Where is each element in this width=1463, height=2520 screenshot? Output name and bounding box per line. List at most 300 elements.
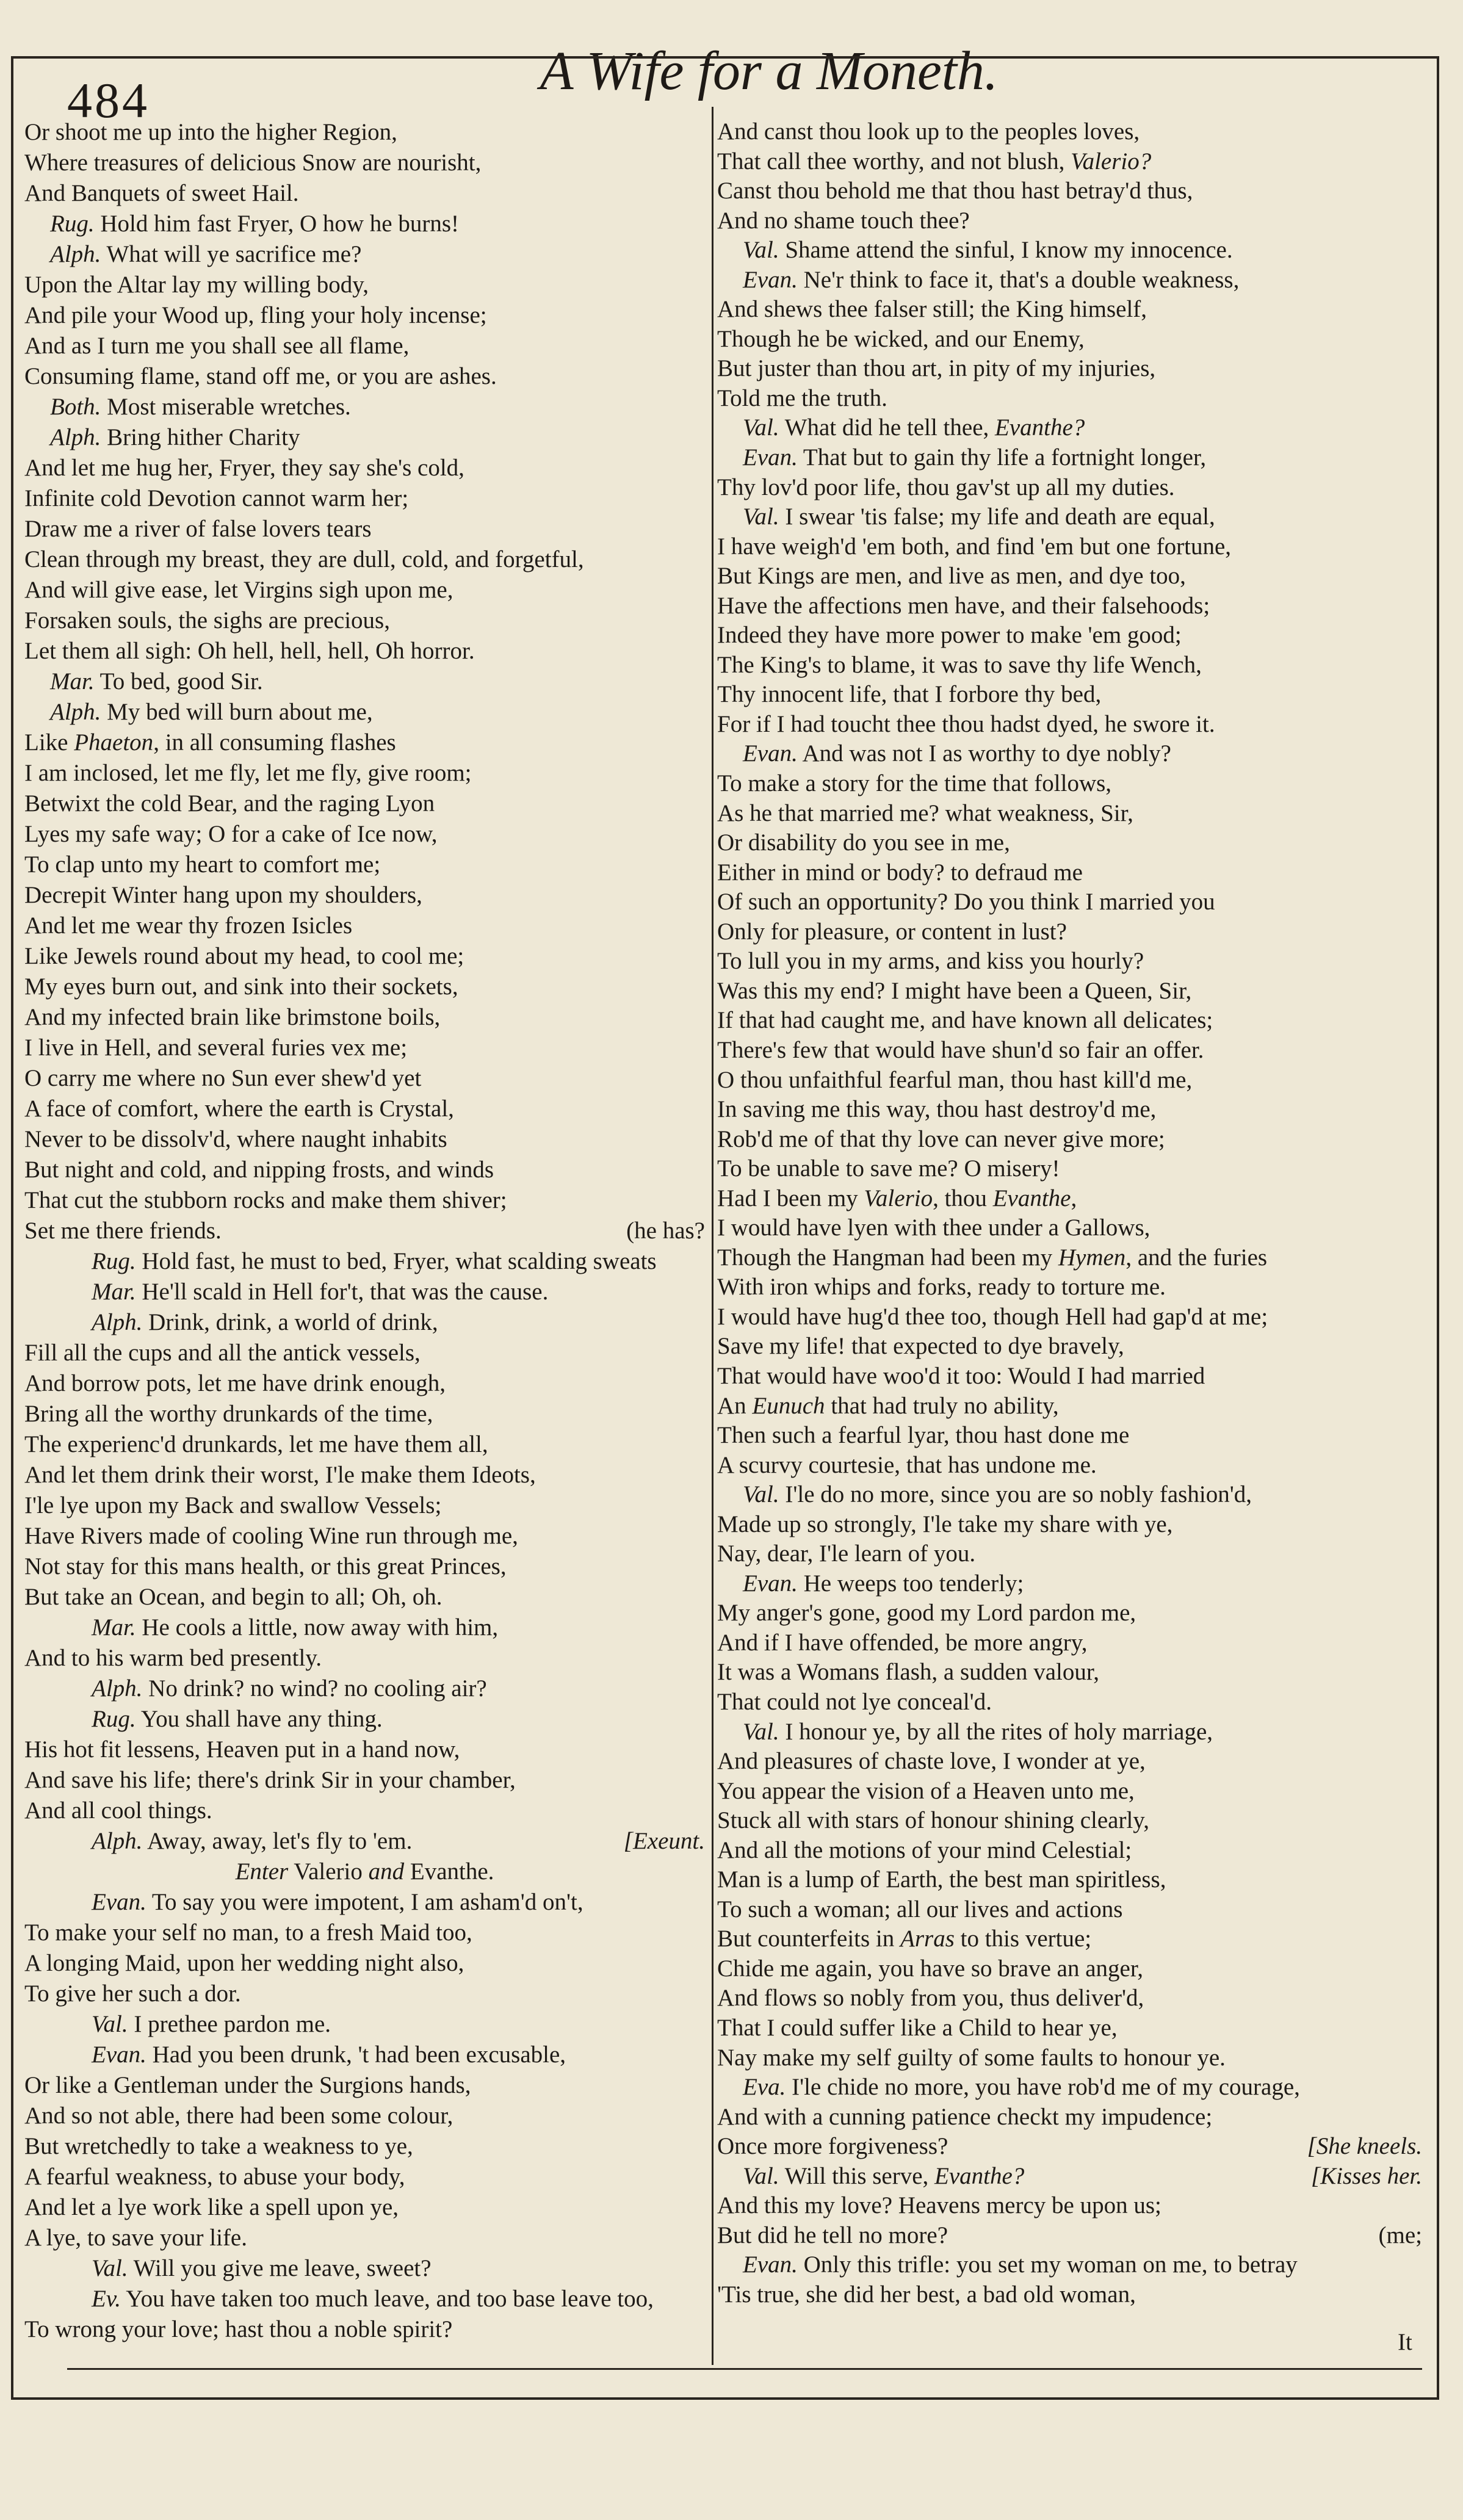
verse-line	[717, 680, 1422, 710]
line-text: I'le do no more, since you are so nobly fashion'd,	[779, 1481, 1252, 1508]
italic-name: Eunuch	[752, 1392, 825, 1419]
speaker-name: Mar.	[92, 1614, 136, 1641]
line-text: To bed, good Sir.	[94, 668, 263, 695]
verse-line	[24, 209, 705, 239]
stage-direction: [Exeunt.	[623, 1828, 705, 1854]
line-text: Hold fast, he must to bed, Fryer, what scalding sweats	[135, 1248, 657, 1274]
verse-line	[717, 2280, 1422, 2310]
verse-line	[717, 1273, 1422, 1302]
verse-line	[717, 1095, 1422, 1125]
verse-line	[24, 1094, 705, 1124]
line-text: Rob'd me of that thy love can never give more;	[717, 1125, 1165, 1152]
verse-line	[24, 2284, 705, 2314]
line-text: Fill all the cups and all the antick vessels,	[24, 1340, 421, 1366]
verse-line	[717, 1184, 1422, 1214]
line-text: O carry me where no Sun ever shew'd yet	[24, 1065, 422, 1091]
line-text: Once more forgiveness?	[717, 2133, 948, 2160]
italic-name: Evanthe	[992, 1185, 1071, 1211]
verse-line	[24, 1582, 705, 1612]
verse-line	[24, 514, 705, 544]
verse-line	[24, 1673, 705, 1704]
speaker-name: Ev.	[92, 2286, 121, 2312]
verse-line	[24, 1948, 705, 1979]
speaker-name: Evan.	[743, 2251, 798, 2278]
line-text: You shall have any thing.	[135, 1706, 383, 1732]
verse-line	[24, 2070, 705, 2101]
line-text: And let a lye work like a spell upon ye,	[24, 2194, 399, 2220]
line-text: And my infected brain like brimstone boils,	[24, 1004, 441, 1030]
verse-line	[24, 575, 705, 605]
line-text: If that had caught me, and have known all delicates;	[717, 1007, 1213, 1034]
line-text: That could not lye conceal'd.	[717, 1688, 992, 1715]
verse-line	[24, 2192, 705, 2223]
verse-line	[717, 1243, 1422, 1273]
verse-line	[717, 502, 1422, 532]
verse-line	[24, 178, 705, 209]
verse-line	[717, 354, 1422, 384]
verse-line	[24, 544, 705, 575]
verse-line	[24, 1521, 705, 1551]
line-text: My anger's gone, good my Lord pardon me,	[717, 1600, 1136, 1626]
stage-direction: [Kisses her.	[1310, 2162, 1422, 2189]
verse-line	[717, 828, 1422, 858]
speaker-name: Both.	[50, 394, 101, 420]
character-name: Valerio	[288, 1858, 369, 1885]
verse-line	[717, 1777, 1422, 1807]
verse-line	[717, 295, 1422, 325]
verse-line	[717, 413, 1422, 443]
line-text: And to his warm bed presently.	[24, 1645, 322, 1671]
speaker-name: Val.	[743, 1481, 779, 1508]
speaker-name: Evan.	[743, 266, 798, 293]
line-text: Consuming flame, stand off me, or you are ashes.	[24, 363, 497, 389]
line-text: A fearful weakness, to abuse your body,	[24, 2164, 405, 2190]
line-text: I honour ye, by all the rites of holy marriage,	[779, 1718, 1213, 1745]
line-text: Shame attend the sinful, I know my innocence.	[779, 237, 1233, 264]
line-text: Hold him fast Fryer, O how he burns!	[94, 211, 460, 237]
line-text: Infinite cold Devotion cannot warm her;	[24, 485, 409, 511]
verse-line	[717, 1392, 1422, 1421]
verse-line	[717, 1984, 1422, 2013]
line-text: Have the affections men have, and their falsehoods;	[717, 592, 1210, 619]
verse-line	[24, 2253, 705, 2284]
character-name: Evanthe.	[404, 1858, 494, 1885]
verse-line	[717, 2013, 1422, 2043]
line-text: And shews thee falser still; the King himself,	[717, 296, 1147, 323]
line-text: to this vertue;	[954, 1926, 1092, 1952]
verse-line	[717, 1865, 1422, 1895]
line-text: I have weigh'd 'em both, and find 'em but one fortune,	[717, 533, 1232, 560]
verse-line	[717, 147, 1422, 177]
verse-line	[717, 1480, 1422, 1510]
speaker-name: Alph.	[92, 1309, 143, 1335]
line-text: And Banquets of sweet Hail.	[24, 180, 299, 206]
speaker-name: Val.	[743, 1718, 779, 1745]
line-text: And this my love? Heavens mercy be upon us;	[717, 2192, 1161, 2219]
verse-line	[24, 1216, 705, 1246]
verse-line	[24, 270, 705, 300]
line-text: What will ye sacrifice me?	[101, 241, 362, 267]
verse-line	[717, 1362, 1422, 1392]
line-text: And canst thou look up to the peoples loves,	[717, 118, 1140, 145]
verse-line	[717, 117, 1422, 147]
italic-name: Evanthe?	[934, 2162, 1025, 2189]
verse-line	[24, 605, 705, 636]
line-text: To lull you in my arms, and kiss you hourly?	[717, 948, 1144, 975]
verse-line	[717, 1154, 1422, 1184]
line-text: Though he be wicked, and our Enemy,	[717, 325, 1085, 352]
speaker-name: Mar.	[92, 1279, 136, 1305]
verse-line	[24, 941, 705, 972]
line-text: I'le chide no more, you have rob'd me of my courage,	[786, 2074, 1300, 2101]
verse-line	[24, 880, 705, 911]
line-text: Man is a lump of Earth, the best man spiritless,	[717, 1866, 1166, 1893]
verse-line	[717, 1213, 1422, 1243]
line-text: Indeed they have more power to make 'em good;	[717, 622, 1182, 649]
verse-line	[24, 1277, 705, 1307]
line-text: But take an Ocean, and begin to all; Oh, oh.	[24, 1584, 443, 1610]
line-text: And as I turn me you shall see all flame,	[24, 333, 410, 359]
line-text: Either in mind or body? to defraud me	[717, 859, 1083, 886]
line-text: To make your self no man, to a fresh Maid too,	[24, 1919, 472, 1946]
line-text: To wrong your love; hast thou a noble spirit?	[24, 2316, 453, 2342]
verse-line	[717, 2191, 1422, 2221]
speaker-name: Alph.	[50, 699, 101, 725]
line-text: Chide me again, you have so brave an anger,	[717, 1955, 1144, 1982]
speaker-name: Mar.	[50, 668, 95, 695]
verse-line	[24, 636, 705, 666]
verse-line	[24, 148, 705, 178]
verse-line	[24, 697, 705, 727]
verse-line	[24, 1155, 705, 1185]
line-text: As he that married me? what weakness, Sir,	[717, 800, 1133, 826]
line-text: But wretchedly to take a weakness to ye,	[24, 2133, 413, 2159]
line-text: Have Rivers made of cooling Wine run through me,	[24, 1523, 518, 1549]
speaker-name: Rug.	[92, 1248, 136, 1274]
verse-line	[717, 561, 1422, 591]
line-text: A face of comfort, where the earth is Crystal,	[24, 1096, 454, 1122]
verse-line	[717, 710, 1422, 740]
verse-line	[717, 739, 1422, 769]
line-text: Thy lov'd poor life, thou gav'st up all my duties.	[717, 474, 1175, 500]
verse-line	[717, 473, 1422, 503]
verse-line	[24, 1887, 705, 1918]
verse-line	[717, 1421, 1422, 1451]
line-text: A lye, to save your life.	[24, 2225, 247, 2251]
speaker-name: Val.	[743, 237, 779, 264]
verse-line	[24, 1124, 705, 1155]
line-text: , in all consuming flashes	[153, 729, 396, 756]
line-text: That cut the stubborn rocks and make them shiver;	[24, 1187, 507, 1213]
verse-line	[24, 911, 705, 941]
line-text: A longing Maid, upon her wedding night also,	[24, 1950, 464, 1976]
verse-line	[24, 2223, 705, 2253]
line-text: He cools a little, now away with him,	[135, 1614, 499, 1641]
italic-name: Phaeton	[74, 729, 154, 756]
line-text: Upon the Altar lay my willing body,	[24, 272, 369, 298]
line-text: That call thee worthy, and not blush,	[717, 148, 1071, 175]
verse-line	[24, 1429, 705, 1460]
verse-line	[24, 392, 705, 422]
verse-line	[717, 1688, 1422, 1717]
speaker-name: Evan.	[743, 1570, 798, 1597]
line-text: , thou	[933, 1185, 993, 1211]
verse-line	[717, 443, 1422, 473]
italic-name: Evanthe?	[995, 414, 1085, 441]
line-text: Bring all the worthy drunkards of the time,	[24, 1401, 433, 1427]
verse-line	[717, 1747, 1422, 1777]
italic-name: Valerio?	[1071, 148, 1152, 175]
verse-line	[717, 1806, 1422, 1836]
line-text: And with a cunning patience checkt my impudence;	[717, 2103, 1213, 2130]
line-text: Told me the truth.	[717, 384, 887, 411]
speaker-name: Evan.	[92, 2042, 146, 2068]
verse-line	[24, 1399, 705, 1429]
verse-line	[717, 532, 1422, 562]
verse-line	[717, 1628, 1422, 1658]
verse-line	[24, 422, 705, 453]
right-column	[717, 117, 1422, 2309]
speaker-name: Alph.	[92, 1828, 143, 1854]
verse-line	[717, 2043, 1422, 2073]
line-text: To give her such a dor.	[24, 1980, 241, 2007]
speaker-name: Alph.	[50, 241, 101, 267]
running-title: A Wife for a Moneth.	[540, 41, 999, 101]
line-text: And so not able, there had been some colour,	[24, 2103, 453, 2129]
verse-line	[24, 1002, 705, 1033]
verse-line	[717, 2162, 1422, 2192]
verse-line	[717, 1510, 1422, 1540]
line-text: Will this serve,	[779, 2162, 935, 2189]
line-text: Or disability do you see in me,	[717, 829, 1010, 856]
verse-line	[717, 1658, 1422, 1688]
line-text: Let them all sigh: Oh hell, hell, hell, Oh horror.	[24, 638, 475, 664]
line-text: Was this my end? I might have been a Queen, Sir,	[717, 977, 1192, 1004]
verse-line	[717, 325, 1422, 355]
speaker-name: Evan.	[743, 740, 798, 767]
line-text: And let me wear thy frozen Isicles	[24, 912, 353, 939]
line-text: He'll scald in Hell for't, that was the cause.	[135, 1279, 549, 1305]
line-text: Lyes my safe way; O for a cake of Ice now,	[24, 821, 438, 847]
line-text: To be unable to save me? O misery!	[717, 1155, 1060, 1182]
verse-line	[717, 1036, 1422, 1066]
line-text: A scurvy courtesie, that has undone me.	[717, 1451, 1097, 1478]
verse-line	[717, 1451, 1422, 1481]
line-text: For if I had toucht thee thou hadst dyed, he swore it.	[717, 710, 1215, 737]
verse-line	[24, 1735, 705, 1765]
line-text: The experienc'd drunkards, let me have them all,	[24, 1431, 488, 1457]
verse-line	[717, 1125, 1422, 1155]
line-text: Where treasures of delicious Snow are nourisht,	[24, 150, 482, 176]
verse-line	[717, 1569, 1422, 1599]
verse-line	[24, 727, 705, 758]
catchword: It	[1398, 2329, 1412, 2355]
speaker-name: Evan.	[743, 444, 798, 471]
speaker-name: Rug.	[50, 211, 95, 237]
verse-line	[717, 1895, 1422, 1925]
line-text: Only for pleasure, or content in lust?	[717, 918, 1067, 945]
line-text: And pleasures of chaste love, I wonder at ye,	[717, 1748, 1146, 1775]
speaker-name: Val.	[92, 2255, 128, 2281]
line-text: With iron whips and forks, ready to torture me.	[717, 1274, 1166, 1301]
verse-line	[717, 621, 1422, 651]
verse-line	[24, 1826, 705, 1857]
line-text: But counterfeits in	[717, 1926, 901, 1952]
verse-line	[717, 236, 1422, 265]
line-text: And will give ease, let Virgins sigh upon me,	[24, 577, 453, 603]
line-text: Away, away, let's fly to 'em.	[142, 1828, 413, 1854]
line-text: Set me there friends.	[24, 1218, 222, 1244]
verse-line	[717, 2250, 1422, 2280]
verse-line	[24, 789, 705, 819]
line-text: Or shoot me up into the higher Region,	[24, 119, 397, 145]
verse-line	[24, 1185, 705, 1216]
line-text: My eyes burn out, and sink into their sockets,	[24, 973, 458, 1000]
verse-line	[717, 1836, 1422, 1866]
verse-line	[717, 1066, 1422, 1096]
line-text: Stuck all with stars of honour shining clearly,	[717, 1807, 1150, 1834]
verse-line	[24, 2314, 705, 2345]
verse-line	[24, 1460, 705, 1490]
speaker-name: Eva.	[743, 2074, 786, 2101]
verse-line	[24, 2162, 705, 2192]
line-text: And no shame touch thee?	[717, 207, 970, 234]
verse-line	[24, 1338, 705, 1368]
verse-line	[717, 887, 1422, 917]
line-text: I live in Hell, and several furies vex me;	[24, 1034, 408, 1061]
column-divider	[712, 107, 713, 2365]
speaker-name: Rug.	[92, 1706, 136, 1732]
verse-line	[24, 1796, 705, 1826]
line-text: To such a woman; all our lives and actions	[717, 1896, 1123, 1922]
line-text: Will you give me leave, sweet?	[128, 2255, 432, 2281]
line-text: And let them drink their worst, I'le make them Ideots,	[24, 1462, 536, 1488]
speaker-name: Val.	[743, 2162, 779, 2189]
italic-name: Arras	[900, 1926, 955, 1952]
italic-name: Hymen	[1058, 1244, 1126, 1271]
verse-line	[717, 1332, 1422, 1362]
line-text: I would have lyen with thee under a Gallows,	[717, 1215, 1151, 1241]
line-text: 'Tis true, she did her best, a bad old woman,	[717, 2281, 1136, 2308]
verse-line	[24, 453, 705, 483]
turnover-text: (me;	[1378, 2222, 1422, 2248]
verse-line	[24, 331, 705, 361]
line-text: Canst thou behold me that thou hast betray'd thus,	[717, 178, 1193, 204]
verse-line	[24, 972, 705, 1002]
line-text: He weeps too tenderly;	[797, 1570, 1024, 1597]
verse-line	[717, 1302, 1422, 1332]
verse-line	[717, 2221, 1422, 2251]
line-text: Had I been my	[717, 1185, 864, 1211]
line-text: I'le lye upon my Back and swallow Vessels;	[24, 1492, 442, 1518]
verse-line	[24, 300, 705, 331]
line-text: That would have woo'd it too: Would I had married	[717, 1362, 1205, 1389]
line-text: Thy innocent life, that I forbore thy bed,	[717, 681, 1102, 708]
line-text: O thou unfaithful fearful man, thou hast kill'd me,	[717, 1066, 1193, 1093]
verse-line	[24, 666, 705, 697]
stage-word: and	[368, 1858, 405, 1885]
verse-line	[24, 1918, 705, 1948]
line-text: Draw me a river of false lovers tears	[24, 516, 372, 542]
line-text: To say you were impotent, I am asham'd on't,	[146, 1889, 583, 1915]
verse-line	[717, 1006, 1422, 1036]
turnover-text: (he has?	[626, 1218, 705, 1244]
line-text: My bed will burn about me,	[101, 699, 373, 725]
verse-line	[717, 591, 1422, 621]
line-text: You have taken too much leave, and too base leave too,	[121, 2286, 654, 2312]
verse-line	[717, 651, 1422, 681]
verse-line	[24, 1307, 705, 1338]
line-text: And borrow pots, let me have drink enough,	[24, 1370, 446, 1396]
verse-line	[24, 239, 705, 270]
line-text: I am inclosed, let me fly, let me fly, give room;	[24, 760, 472, 786]
line-text: Most miserable wretches.	[101, 394, 351, 420]
line-text: In saving me this way, thou hast destroy'd me,	[717, 1096, 1157, 1123]
line-text: The King's to blame, it was to save thy life Wench,	[717, 651, 1202, 678]
verse-line	[24, 819, 705, 850]
line-text: And was not I as worthy to dye nobly?	[797, 740, 1171, 767]
line-text: And if I have offended, be more angry,	[717, 1629, 1088, 1656]
verse-line	[24, 2101, 705, 2131]
line-text: Like	[24, 729, 74, 756]
line-text: Made up so strongly, I'le take my share with ye,	[717, 1511, 1173, 1537]
verse-line	[24, 1033, 705, 1063]
verse-line	[717, 977, 1422, 1006]
speaker-name: Val.	[743, 414, 779, 441]
line-text: ,	[1071, 1185, 1077, 1211]
line-text: And save his life; there's drink Sir in your chamber,	[24, 1767, 516, 1793]
line-text: Ne'r think to face it, that's a double weakness,	[797, 266, 1240, 293]
line-text: But night and cold, and nipping frosts, and winds	[24, 1157, 494, 1183]
line-text: And flows so nobly from you, thus deliver'd,	[717, 1985, 1144, 2012]
verse-line	[24, 850, 705, 880]
line-text: What did he tell thee,	[779, 414, 995, 441]
line-text: Had you been drunk, 't had been excusable,	[146, 2042, 566, 2068]
line-text: But juster than thou art, in pity of my injuries,	[717, 355, 1156, 382]
line-text: Drink, drink, a world of drink,	[142, 1309, 438, 1335]
verse-line	[24, 1979, 705, 2009]
verse-line	[24, 361, 705, 392]
line-text: And all cool things.	[24, 1797, 212, 1824]
verse-line	[717, 1539, 1422, 1569]
line-text: I swear 'tis false; my life and death are equal,	[779, 504, 1215, 530]
verse-line	[24, 1246, 705, 1277]
verse-line	[717, 858, 1422, 888]
line-text: Bring hither Charity	[101, 424, 300, 450]
verse-line	[24, 1368, 705, 1399]
line-text: That but to gain thy life a fortnight longer,	[797, 444, 1207, 471]
verse-line	[24, 1612, 705, 1643]
line-text: Nay, dear, I'le learn of you.	[717, 1540, 976, 1567]
line-text: To make a story for the time that follows,	[717, 770, 1112, 797]
verse-line	[717, 917, 1422, 947]
verse-line	[717, 384, 1422, 414]
verse-line	[717, 2103, 1422, 2132]
line-text: But did he tell no more?	[717, 2222, 948, 2248]
line-text: Nay make my self guilty of some faults to honour ye.	[717, 2044, 1226, 2071]
stage-direction	[24, 1857, 705, 1887]
verse-line	[24, 1551, 705, 1582]
stage-direction: [She kneels.	[1307, 2133, 1422, 2160]
verse-line	[24, 117, 705, 148]
verse-line	[717, 1924, 1422, 1954]
line-text: Decrepit Winter hang upon my shoulders,	[24, 882, 422, 908]
verse-line	[24, 1490, 705, 1521]
verse-line	[24, 2009, 705, 2040]
verse-line	[24, 1765, 705, 1796]
line-text: Betwixt the cold Bear, and the raging Lyon	[24, 790, 435, 817]
italic-name: Valerio	[864, 1185, 933, 1211]
